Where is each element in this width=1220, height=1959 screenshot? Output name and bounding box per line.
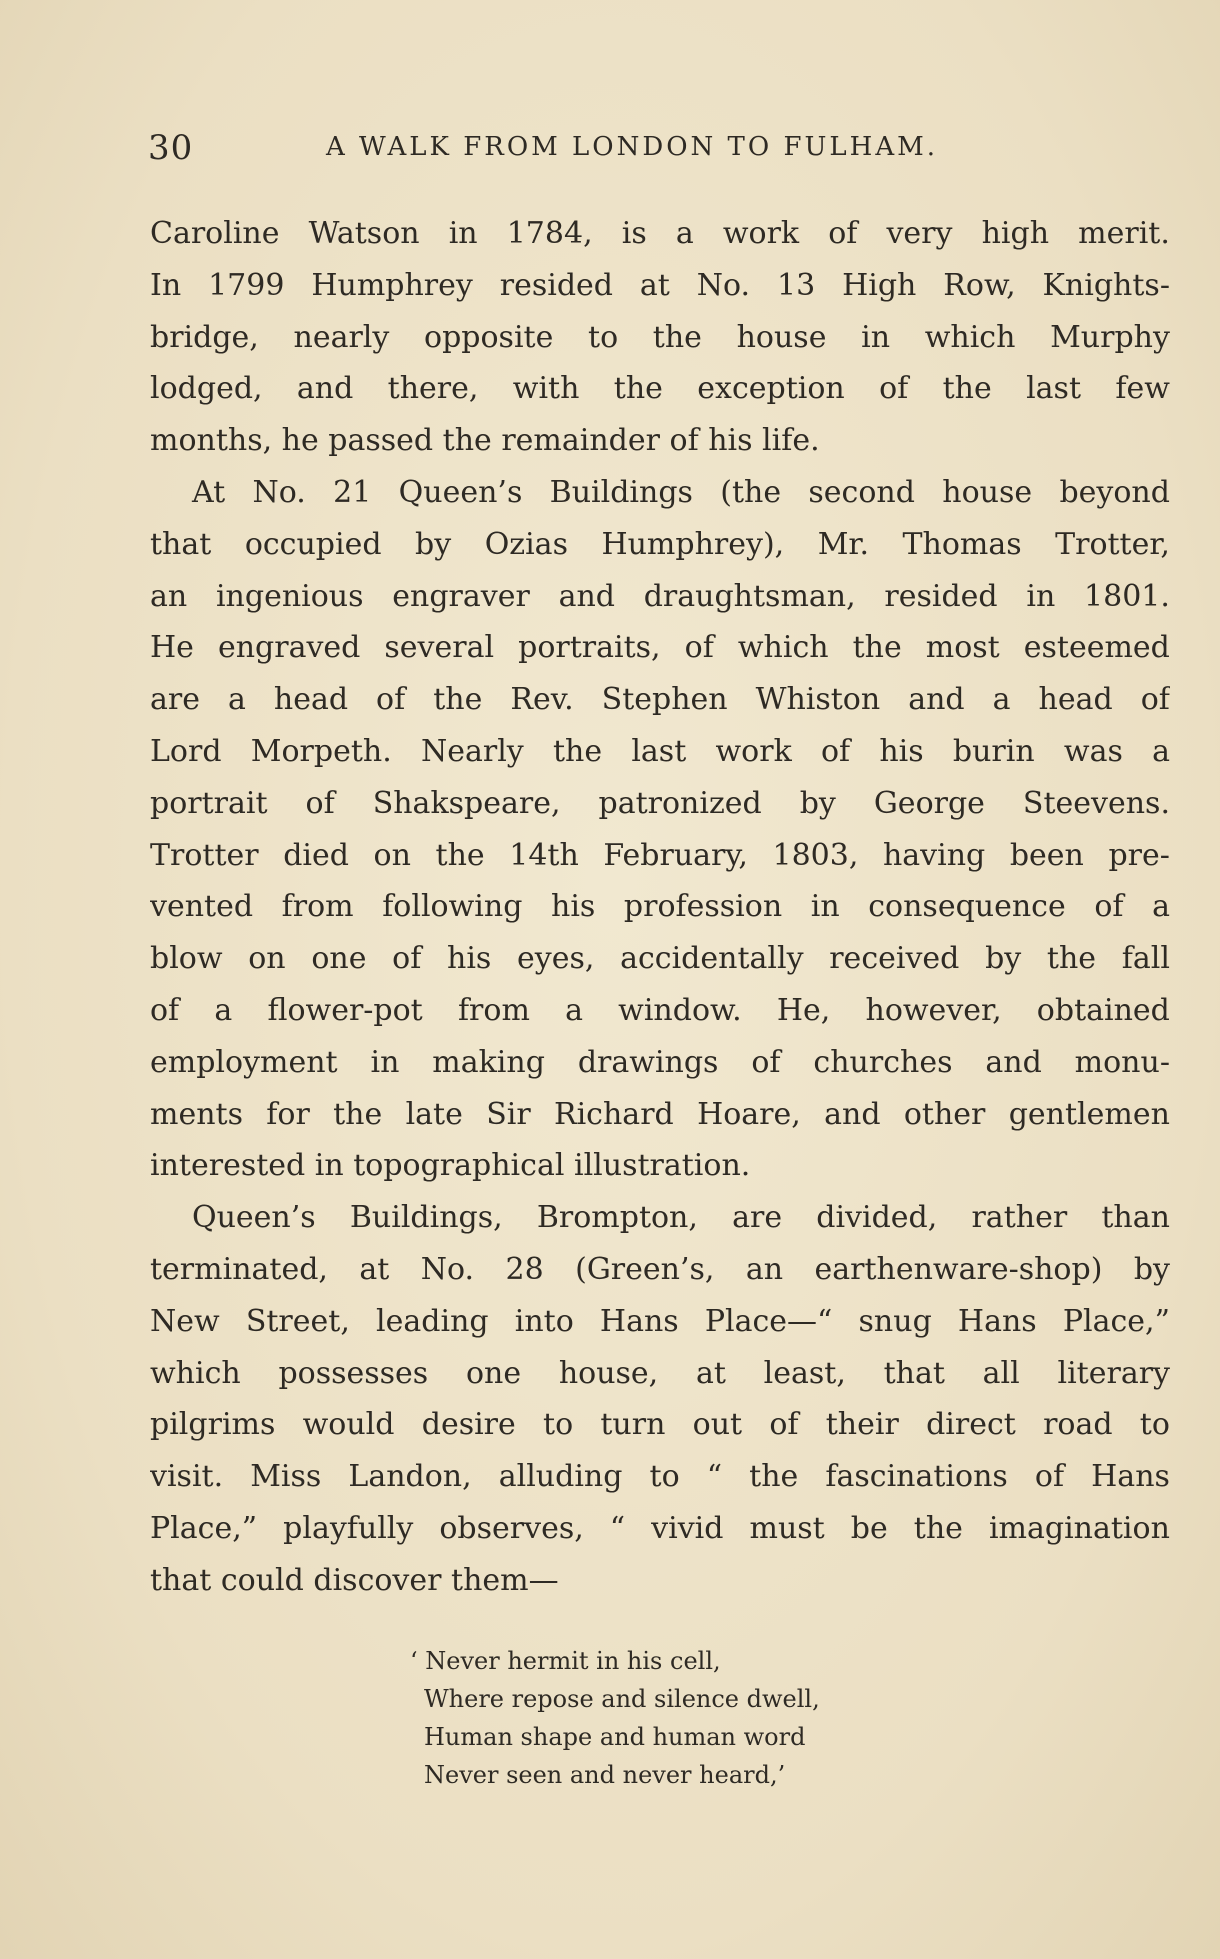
text-line: Place,” playfully observes, “ vivid must be the imagination bbox=[150, 1510, 1170, 1546]
verse-line: Never seen and never heard,’ bbox=[424, 1761, 786, 1789]
page-number: 30 bbox=[148, 128, 194, 168]
text-line: He engraved several portraits, of which the most esteemed bbox=[150, 630, 1170, 666]
text-line: portrait of Shakspeare, patronized by George Steevens. bbox=[150, 785, 1170, 821]
text-line: ments for the late Sir Richard Hoare, and other gentlemen bbox=[150, 1096, 1170, 1132]
verse-line: Human shape and human word bbox=[424, 1723, 806, 1751]
text-line: blow on one of his eyes, accidentally received by the fall bbox=[150, 941, 1170, 977]
text-line: Caroline Watson in 1784, is a work of very high merit. bbox=[150, 216, 1170, 251]
text-line: employment in making drawings of churches and monu- bbox=[150, 1044, 1170, 1080]
verse-line: Where repose and silence dwell, bbox=[424, 1685, 820, 1713]
text-line: At No. 21 Queen’s Buildings (the second house beyond bbox=[192, 474, 1170, 510]
running-title: A WALK FROM LONDON TO FULHAM. bbox=[326, 132, 939, 162]
text-line: of a flower-pot from a window. He, however, obtained bbox=[150, 992, 1170, 1028]
text-line: vented from following his profession in consequence of a bbox=[150, 889, 1170, 925]
text-line: terminated, at No. 28 (Green’s, an earthenware-shop) by bbox=[150, 1251, 1170, 1287]
text-line: Trotter died on the 14th February, 1803, having been pre- bbox=[150, 837, 1170, 873]
text-line: bridge, nearly opposite to the house in which Murphy bbox=[150, 319, 1170, 355]
text-line: that could discover them— bbox=[150, 1562, 559, 1598]
text-line: are a head of the Rev. Stephen Whiston and a head of bbox=[150, 682, 1170, 718]
text-line: Lord Morpeth. Nearly the last work of his burin was a bbox=[150, 733, 1170, 769]
text-line: an ingenious engraver and draughtsman, resided in 1801. bbox=[150, 578, 1170, 614]
body-text bbox=[150, 208, 1170, 1607]
text-line: that occupied by Ozias Humphrey), Mr. Thomas Trotter, bbox=[150, 526, 1170, 562]
verse-line: ‘ Never hermit in his cell, bbox=[410, 1647, 721, 1675]
page-header bbox=[148, 128, 1178, 172]
text-line: In 1799 Humphrey resided at No. 13 High Row, Knights- bbox=[150, 267, 1170, 303]
text-line: pilgrims would desire to turn out of their direct road to bbox=[150, 1407, 1170, 1443]
text-line: New Street, leading into Hans Place—“ snug Hans Place,” bbox=[150, 1303, 1170, 1339]
text-line: which possesses one house, at least, that all literary bbox=[150, 1355, 1170, 1391]
text-line: interested in topographical illustration. bbox=[150, 1148, 751, 1184]
text-line: Queen’s Buildings, Brompton, are divided, rather than bbox=[192, 1200, 1170, 1236]
text-line: months, he passed the remainder of his life. bbox=[150, 423, 820, 459]
text-line: lodged, and there, with the exception of the last few bbox=[150, 371, 1170, 407]
verse-quotation bbox=[410, 1642, 930, 1794]
text-line: visit. Miss Landon, alluding to “ the fascinations of Hans bbox=[150, 1459, 1170, 1495]
